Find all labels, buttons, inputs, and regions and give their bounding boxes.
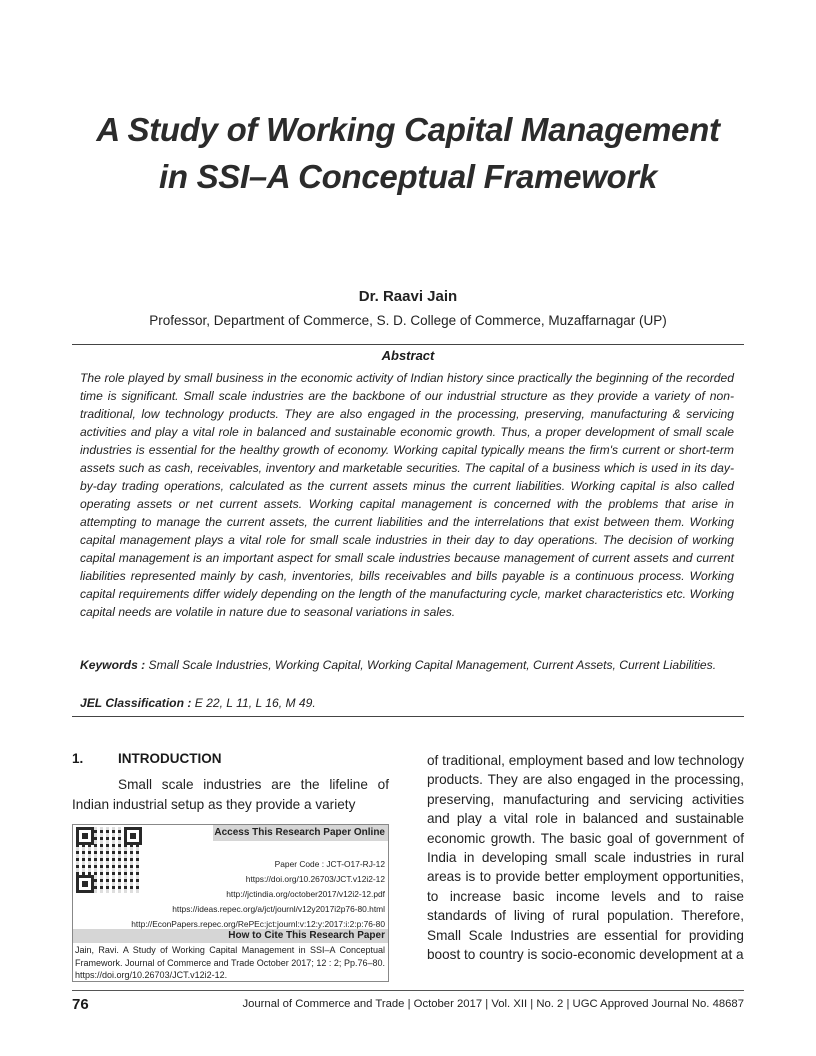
abstract-heading: Abstract (381, 348, 435, 363)
pdf-link[interactable]: http://jctindia.org/october2017/v12i2-12.pdf (226, 889, 385, 899)
intro-paragraph-right: of traditional, employment based and low technology products. They are also engaged in the processing, preserving, manufacturing and servicing activities and play a vital role in balanced and sustainable economic growth. The basic goal of government of India in developing small scale industries in rural areas is to provide better employment opportunities, to increase basic income levels and to raise standards of living of rural population. Therefore, Small Scale Industries are essential for providing boost to country is socio-economic development at a (427, 753, 744, 963)
right-column (427, 751, 744, 964)
access-heading: Access This Research Paper Online (213, 825, 388, 841)
access-box (72, 824, 389, 982)
citation-text: Jain, Ravi. A Study of Working Capital Management in SSI–A Conceptual Framework. Journal of Commerce and Trade October 2017; 12 : 2; Pp.76–80. https://doi.org/10.26703/JCT.v12i2-12. (75, 945, 385, 980)
repec-link[interactable]: https://ideas.repec.org/a/jct/journl/v12y2017i2p76-80.html (172, 904, 385, 914)
keywords (80, 656, 734, 674)
jel-label: JEL Classification : (80, 696, 192, 710)
abstract-text: The role played by small business in the economic activity of Indian history since practically the beginning of the recorded time is significant. Small scale industries are the backbone of our industrial structure as they provide a variety of non-traditional, low technology products. They are also engaged in the processing, preserving, manufacturing & servicing activities and play a vital role in balanced and sustainable economic growth. Thus, a proper development of small scale industries is essential for the healthy growth of economy. Working capital typically means the firm's current or short-term assets such as cash, receivables, inventory and marketable securities. The capital of a business which is used in its day-by-day trading operations, calculated as the current assets minus the current liabilities. Working capital is also called operating assets or net current assets. Working capital management is concerned with the problems that arise in attempting to manage the current assets, the current liabilities and the interrelations that exist between them. Working capital management plays a vital role for small scale industries in their day to day operations. The decision of working capital management is an important aspect for small scale industries because management of current assets and current liabilities represented mainly by cash, inventories, bills receivables and bills payable is a continuous process. Working capital requirements differ widely depending on the length of the manufacturing cycle, market characteristics etc. Working capital needs are volatile in nature due to seasonal variations in sales. (80, 371, 734, 619)
left-column (72, 775, 389, 814)
author-name: Dr. Raavi Jain (358, 288, 458, 305)
title-line-2: in SSI–A Conceptual Framework (158, 158, 658, 195)
intro-paragraph-left: Small scale industries are the lifeline of Indian industrial setup as they provide a variety (72, 777, 389, 812)
paper-title (60, 106, 756, 200)
keywords-text: Small Scale Industries, Working Capital, Working Capital Management, Current Assets, Current Liabilities. (145, 658, 717, 672)
paper-code: Paper Code : JCT-O17-RJ-12 (274, 859, 385, 869)
keywords-label: Keywords : (80, 658, 146, 672)
section-title: INTRODUCTION (118, 751, 222, 766)
abstract-bottom-rule (72, 716, 744, 717)
doi-link[interactable]: https://doi.org/10.26703/JCT.v12i2-12 (245, 874, 385, 884)
jel-classification (80, 694, 734, 712)
page-number: 76 (72, 996, 89, 1013)
section-heading (72, 751, 222, 766)
journal-info: Journal of Commerce and Trade | October 2017 | Vol. XII | No. 2 | UGC Approved Journal No. 48687 (242, 998, 744, 1010)
footer-rule (72, 990, 744, 991)
title-line-1: A Study of Working Capital Management (96, 111, 720, 148)
author-affiliation: Professor, Department of Commerce, S. D. College of Commerce, Muzaffarnagar (UP) (149, 313, 667, 328)
section-number: 1. (72, 751, 84, 766)
cite-heading: How to Cite This Research Paper (73, 929, 388, 943)
econpapers-link[interactable]: http://EconPapers.repec.org/RePEc:jct:journl:v:12:y:2017:i:2:p:76-80 (131, 919, 385, 929)
abstract-top-rule (72, 344, 744, 345)
access-links (131, 857, 385, 932)
jel-text: E 22, L 11, L 16, M 49. (191, 696, 316, 710)
